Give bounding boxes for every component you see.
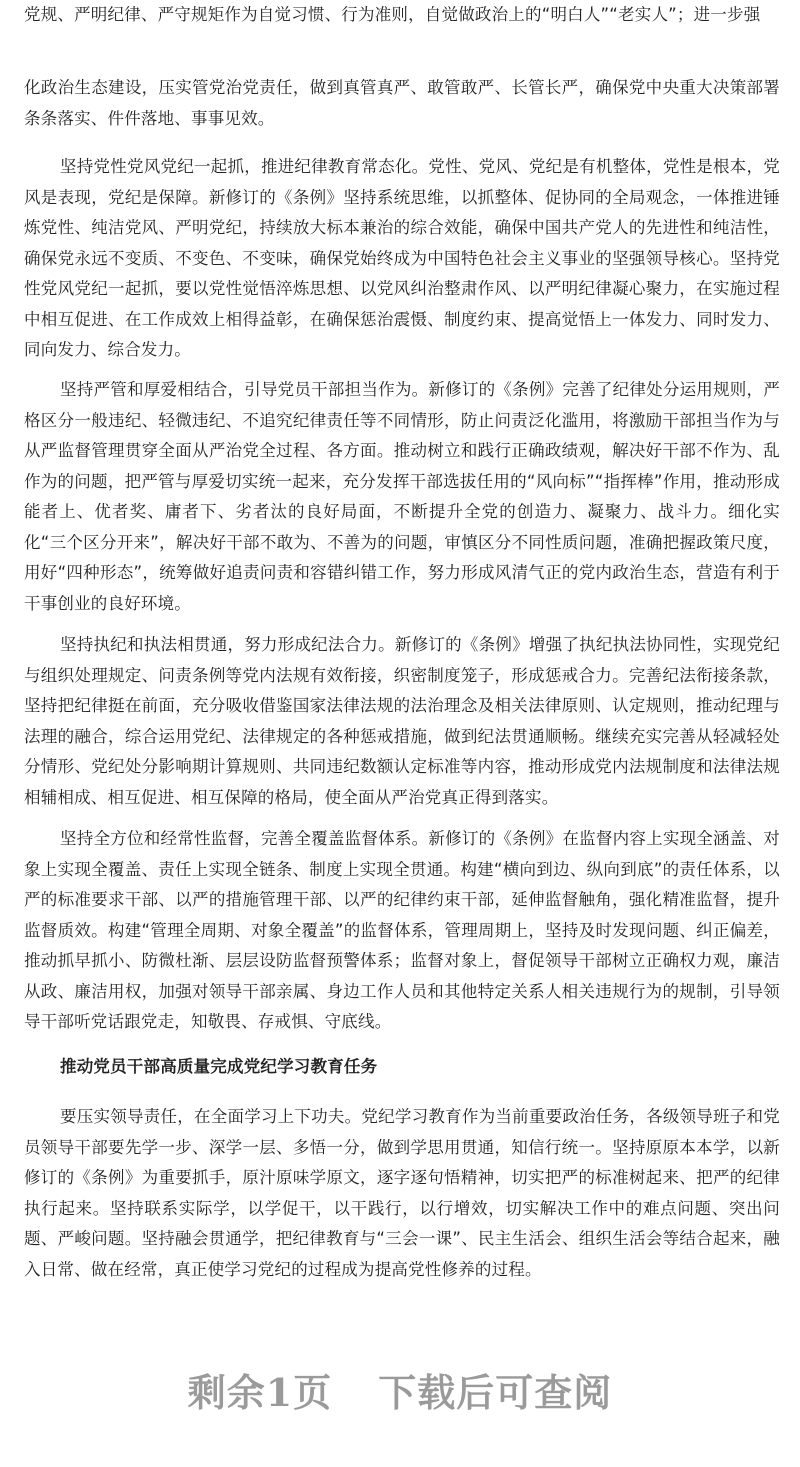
paragraph-party-spirit: 坚持党性党风党纪一起抓，推进纪律教育常态化。党性、党风、党纪是有机整体，党性是根本，党风是表现，党纪是保障。新修订的《条例》坚持系统思维，以抓整体、促协同的全局观念，一体推进锤炼党性、纯洁党风、严明党纪，持续放大标本兼治的综合效能，确保中国共产党人的先进性和纯洁性，确保党永远不变质、不变色、不变味，确保党始终成为中国特色社会主义事业的坚强领导核心。坚持党性党风党纪一起抓，要以党性觉悟淬炼思想、以党风纠治整肃作风、以严明纪律凝心聚力，在实施过程中相互促进、在工作成效上相得益彰，在确保惩治震慑、制度约束、提高觉悟上一体发力、同时发力、同向发力、综合发力。 [24,157,780,359]
top-text-fragment: 党规、严明纪律、严守规矩作为自觉习惯、行为准则，自觉做政治上的“明白人”“老实人”；进一步强 [24,5,761,24]
paragraph-leadership-responsibility: 要压实领导责任，在全面学习上下功夫。党纪学习教育作为当前重要政治任务，各级领导班子和党员领导干部要先学一步、深学一层、多悟一分，做到学思用贯通，知信行统一。坚持原原本本学，以新修订的《条例》为重要抓手，原汁原味学原文，逐字逐句悟精神，切实把严的标准树起来、把严的纪律执行起来。坚持联系实际学，以学促干，以干践行，以行增效，切实解决工作中的难点问题、突出问题、严峻问题。坚持融会贯通学，把纪律教育与“三会一课”、民主生活会、组织生活会等结合起来，融入日常、做在经常，真正使学习党纪的过程成为提高党性修养的过程。 [24,1107,780,1279]
remaining-pages-text: 剩余1页 [187,1370,333,1415]
paragraph-supervision: 坚持全方位和经常性监督，完善全覆盖监督体系。新修订的《条例》在监督内容上实现全涵盖、对象上实现全覆盖、责任上实现全链条、制度上实现全贯通。构建“横向到边、纵向到底”的责任体系，以严的标准要求干部、以严的措施管理干部、以严的纪律约束干部，延伸监督触角，强化精准监督，提升监督质效。构建“管理全周期、对象全覆盖”的监督体系，管理周期上，坚持及时发现问题、纠正偏差，推动抓早抓小、防微杜渐、层层设防监督预警体系；监督对象上，督促领导干部树立正确权力观，廉洁从政、廉洁用权，加强对领导干部亲属、身边工作人员和其他特定关系人相关违规行为的规制，引导领导干部听党话跟党走，知敬畏、存戒惧、守底线。 [24,829,780,1031]
download-hint-text: 下载后可查阅 [378,1370,613,1415]
section-heading: 推动党员干部高质量完成党纪学习教育任务 [60,1057,378,1076]
paragraph-strict-management: 坚持严管和厚爱相结合，引导党员干部担当作为。新修订的《条例》完善了纪律处分运用规则，严格区分一般违纪、轻微违纪、不追究纪律责任等不同情形，防止问责泛化滥用，将激励干部担当作为与从严监督管理贯穿全面从严治党全过程、各方面。推动树立和践行正确政绩观，解决好干部不作为、乱作为的问题，把严管与厚爱切实统一起来，充分发挥干部选拔任用的“风向标”“指挥棒”作用，推动形成能者上、优者奖、庸者下、劣者汰的良好局面，不断提升全党的创造力、凝聚力、战斗力。细化实化“三个区分开来”，解决好干部不敢为、不善为的问题，审慎区分不同性质问题，准确把握政策尺度，用好“四种形态”，统筹做好追责问责和容错纠错工作，努力形成风清气正的党内政治生态，营造有利于干事创业的良好环境。 [24,380,780,613]
paragraph-discipline-law: 坚持执纪和执法相贯通，努力形成纪法合力。新修订的《条例》增强了执纪执法协同性，实现党纪与组织处理规定、问责条例等党内法规有效衔接，织密制度笼子，形成惩戒合力。完善纪法衔接条款，坚持把纪律挺在前面，充分吸收借鉴国家法律法规的法治理念及相关法律原则、认定规则，推动纪理与法理的融合，综合运用党纪、法律规定的各种惩戒措施，做到纪法贯通顺畅。继续充实完善从轻减轻处分情形、党纪处分影响期计算规则、共同违纪数额认定标准等内容，推动形成党内法规制度和法律法规相辅相成、相互促进、相互保障的格局，使全面从严治党真正得到落实。 [24,635,780,807]
continuation-paragraph: 化政治生态建设，压实管党治党责任，做到真管真严、敢管敢严、长管长严，确保党中央重大决策部署条条落实、件件落地、事事见效。 [24,78,780,128]
download-banner[interactable] [0,1362,800,1417]
